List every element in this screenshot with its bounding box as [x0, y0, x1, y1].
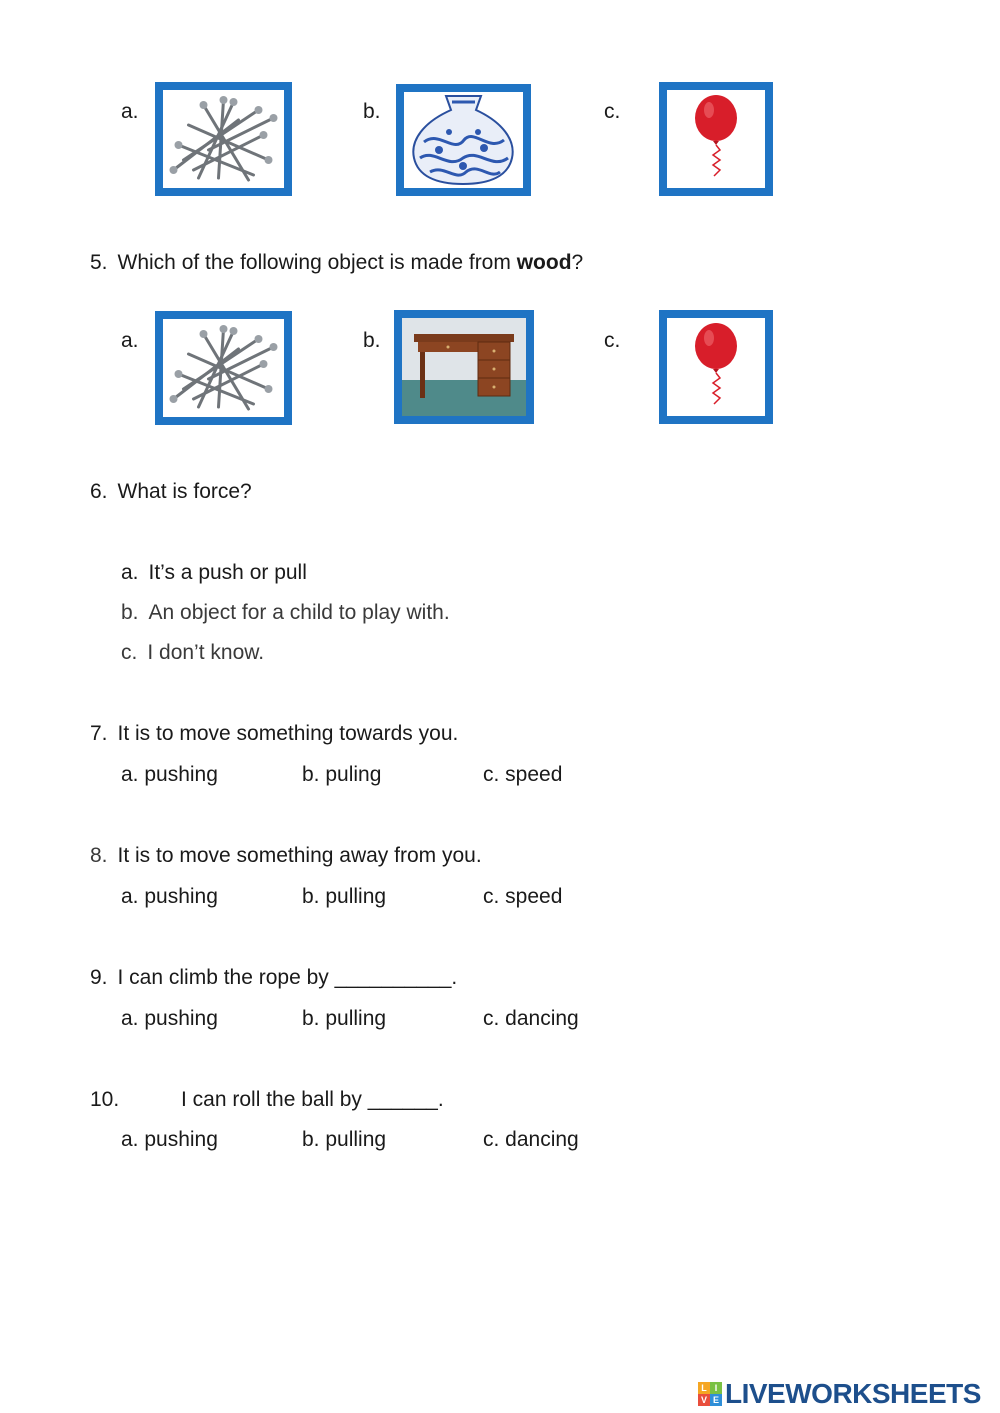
q6-option-a-text: It’s a push or pull	[148, 561, 307, 584]
q4-option-a-letter: a.	[121, 100, 139, 123]
nails-icon	[163, 319, 284, 417]
q5-option-a-letter: a.	[121, 329, 139, 352]
q5-number: 5.	[90, 251, 108, 274]
q4-option-a-image[interactable]	[155, 82, 292, 196]
q6-number: 6.	[90, 480, 108, 503]
q6-option-c-text: I don’t know.	[147, 641, 265, 664]
q10-option-a[interactable]: a. pushing	[121, 1128, 218, 1151]
logo-mark-icon	[698, 1382, 722, 1406]
q7-option-c[interactable]: c. speed	[483, 763, 563, 786]
q10-number: 10.	[90, 1088, 120, 1111]
q7-option-b[interactable]: b. puling	[302, 763, 382, 786]
logo-mark-v: V	[698, 1394, 710, 1406]
q6-question	[90, 480, 252, 504]
q7-question	[90, 722, 458, 746]
q6-option-b-letter: b.	[121, 601, 139, 624]
q7-text: It is to move something towards you.	[117, 722, 459, 745]
q9-option-a[interactable]: a. pushing	[121, 1007, 218, 1030]
q4-option-b-image[interactable]	[396, 84, 531, 196]
q5-option-c-letter: c.	[604, 329, 621, 352]
q9-number: 9.	[90, 966, 108, 989]
q10-text: I can roll the ball by ______.	[181, 1088, 444, 1111]
q4-option-c-image[interactable]	[659, 82, 773, 196]
balloon-icon	[667, 318, 765, 416]
q5-option-c-image[interactable]	[659, 310, 773, 424]
liveworksheets-logo[interactable]	[698, 1377, 981, 1411]
q7-option-a[interactable]: a. pushing	[121, 763, 218, 786]
q6-option-a-letter: a.	[121, 561, 139, 584]
q9-question	[90, 966, 457, 990]
logo-mark-l: L	[698, 1382, 710, 1394]
q8-option-a[interactable]: a. pushing	[121, 885, 218, 908]
q6-option-c-letter: c.	[121, 641, 138, 664]
q5-option-b-image[interactable]	[394, 310, 534, 424]
q6-option-b[interactable]	[121, 601, 450, 625]
q9-option-c[interactable]: c. dancing	[483, 1007, 579, 1030]
q6-text: What is force?	[117, 480, 252, 503]
desk-icon	[402, 318, 526, 416]
logo-mark-i: I	[710, 1382, 722, 1394]
q8-option-b[interactable]: b. pulling	[302, 885, 387, 908]
vase-icon	[404, 92, 523, 188]
q8-question	[90, 844, 482, 868]
q5-option-a-image[interactable]	[155, 311, 292, 425]
q5-keyword: wood	[516, 251, 572, 274]
q8-number: 8.	[90, 844, 108, 867]
logo-text: LIVEWORKSHEETS	[725, 1378, 981, 1409]
q6-option-c[interactable]	[121, 641, 264, 665]
q5-question	[90, 251, 583, 275]
q10-option-c[interactable]: c. dancing	[483, 1128, 579, 1151]
q5-option-b-letter: b.	[363, 329, 381, 352]
q9-text: I can climb the rope by __________.	[117, 966, 458, 989]
q5-text-start: Which of the following object is made from	[117, 251, 517, 274]
q5-text-end: ?	[571, 251, 584, 274]
q9-option-b[interactable]: b. pulling	[302, 1007, 387, 1030]
q8-option-c[interactable]: c. speed	[483, 885, 563, 908]
q6-option-a[interactable]	[121, 561, 307, 585]
q6-option-b-text: An object for a child to play with.	[148, 601, 450, 624]
q10-option-b[interactable]: b. pulling	[302, 1128, 387, 1151]
q7-number: 7.	[90, 722, 108, 745]
q4-option-c-letter: c.	[604, 100, 621, 123]
nails-icon	[163, 90, 284, 188]
logo-mark-e: E	[710, 1394, 722, 1406]
q4-option-b-letter: b.	[363, 100, 381, 123]
balloon-icon	[667, 90, 765, 188]
q8-text: It is to move something away from you.	[117, 844, 482, 867]
